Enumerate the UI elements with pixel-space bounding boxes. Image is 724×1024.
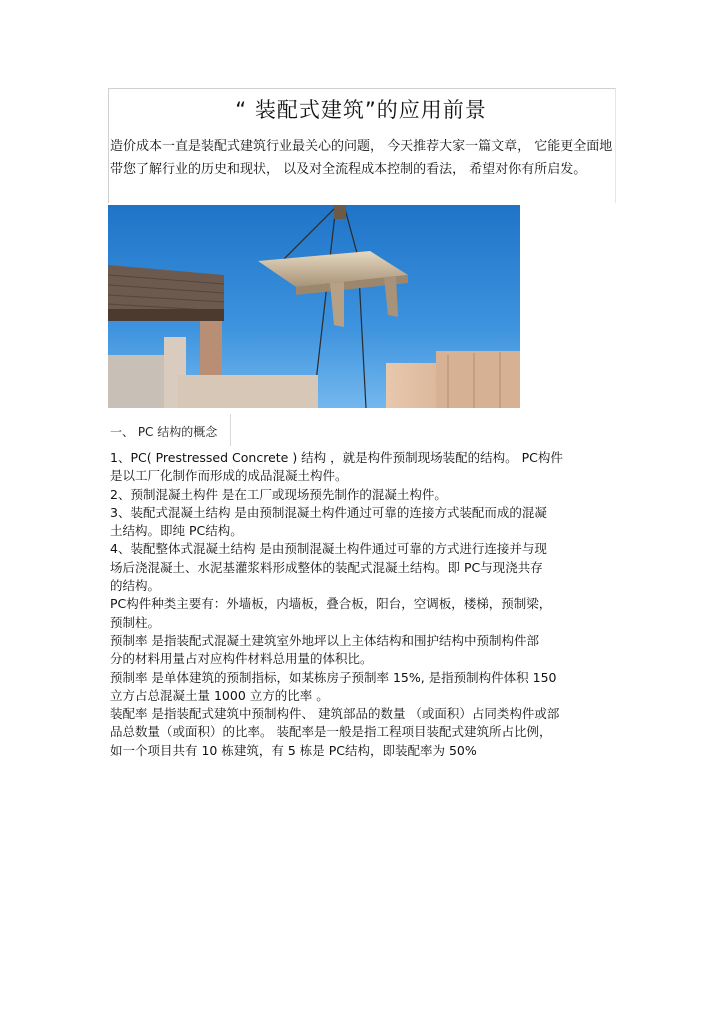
intro-paragraph: 造价成本一直是装配式建筑行业最关心的问题， 今天推荐大家一篇文章， 它能更全面地带您了解行业的历史和现状， 以及对全流程成本控制的看法， 希望对你有所启发。: [110, 139, 613, 177]
body-line: 场后浇混凝土、水泥基灌浆料形成整体的装配式混凝土结构。即 PC与现浇共存: [110, 559, 543, 575]
body-line: 的结构。: [110, 578, 161, 594]
body-line: 预制率 是指装配式混凝土建筑室外地坪以上主体结构和围护结构中预制构件部: [110, 632, 539, 648]
body-line: PC构件种类主要有：外墙板，内墙板，叠合板，阳台，空调板，楼梯，预制梁，: [110, 596, 552, 612]
body-line: 分的材料用量占对应构件材料总用量的体积比。: [110, 651, 373, 667]
crane-panel-photo: [108, 205, 520, 408]
body-line: 立方占总混凝土量 1000 立方的比率 。: [110, 687, 329, 703]
body-line: 4、装配整体式混凝土结构 是由预制混凝土构件通过可靠的方式进行连接并与现: [110, 541, 547, 557]
body-line: 3、装配式混凝土结构 是由预制混凝土构件通过可靠的连接方式装配而成的混凝: [110, 504, 547, 520]
body-line: 装配率 是指装配式建筑中预制构件、 建筑部品的数量 （或面积）占同类构件或部: [110, 706, 560, 722]
body-line: 2、预制混凝土构件 是在工厂或现场预先制作的混凝土构件。: [110, 486, 447, 502]
body-line: 1、PC( Prestressed Concrete ) 结构 ，就是构件预制现场装配的结构。 PC构件: [110, 450, 563, 465]
heading-divider: [230, 414, 231, 446]
body-line: 品总数量（或面积）的比率。 装配率是一般是指工程项目装配式建筑所占比例，: [110, 724, 552, 740]
body-line: 土结构。即纯 PC结构。: [110, 523, 243, 539]
body-line: 预制柱。: [110, 614, 161, 630]
body-line: 预制率 是单体建筑的预制指标，如某栋房子预制率 15%, 是指预制构件体积 150: [110, 669, 557, 685]
page-title: “ 装配式建筑”的应用前景: [235, 98, 487, 122]
section-heading: 一、 PC 结构的概念: [110, 425, 218, 439]
body-line: 是以工厂化制作而形成的成品混凝土构件。: [110, 468, 348, 484]
body-text: [110, 449, 622, 760]
body-line: 如一个项目共有 10 栋建筑，有 5 栋是 PC结构，即装配率为 50%: [110, 742, 477, 758]
